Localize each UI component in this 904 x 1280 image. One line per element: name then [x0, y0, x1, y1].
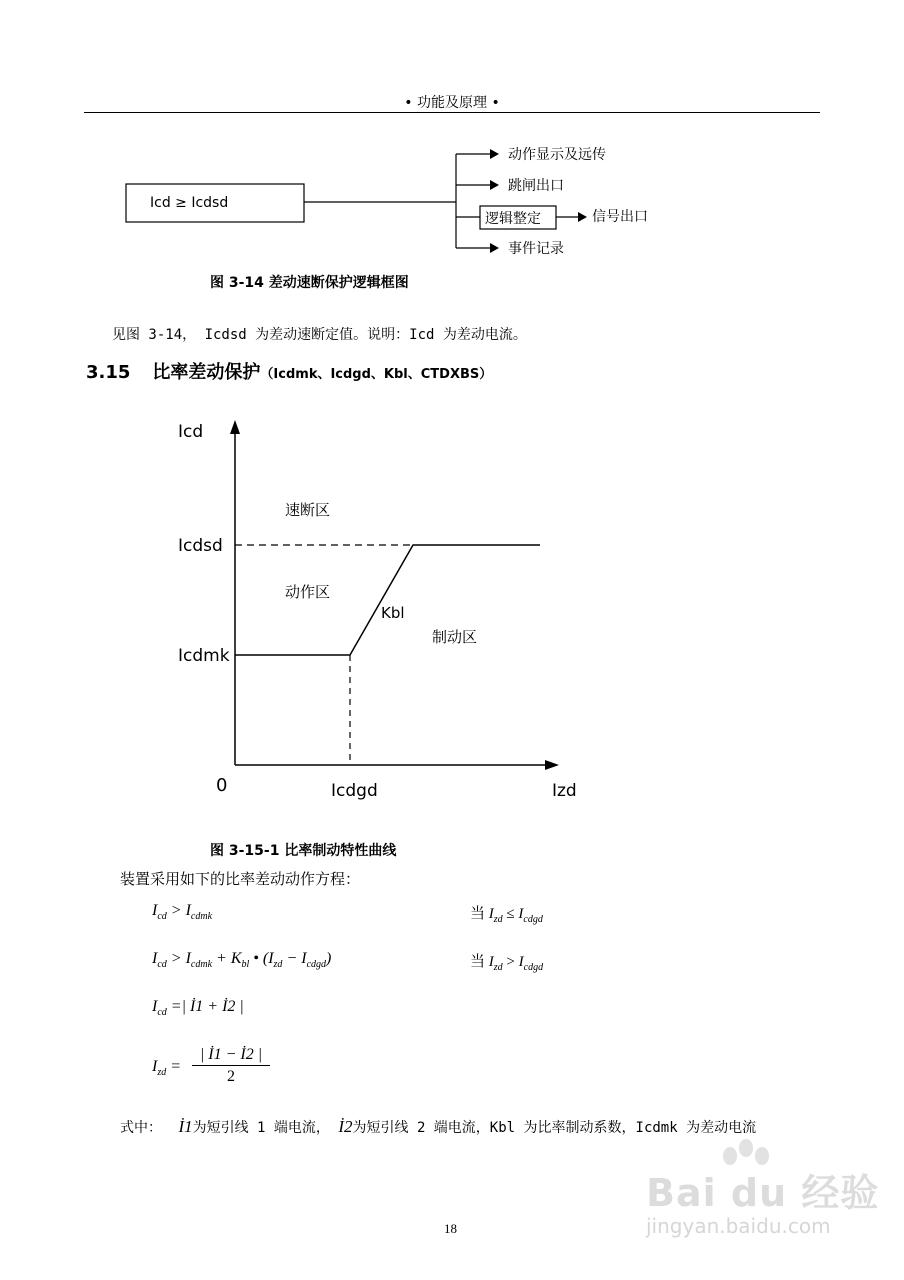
equation-4-denominator: 2: [227, 1068, 235, 1085]
condition-word: 当: [470, 906, 486, 922]
condition-text: Icd ≥ Icdsd: [150, 195, 229, 211]
arrow-icon: [490, 149, 499, 159]
zone-operate: 动作区: [285, 583, 331, 601]
y-axis-label: Icd: [178, 422, 204, 442]
equation-3: $I_{cd}$ =| İ1 + İ2 |: [152, 998, 244, 1019]
section-params: （Icdmk、Icdgd、Kbl、CTDXBS）: [260, 367, 493, 382]
section-heading: [86, 358, 492, 384]
equation-4-lhs: $I_{zd}$ =: [152, 1058, 182, 1079]
x-axis-arrow-icon: [545, 760, 559, 770]
y-mark-icdmk: Icdmk: [178, 646, 230, 666]
arrow-icon: [490, 180, 499, 190]
output-event: 事件记录: [508, 241, 564, 257]
equation-2-condition: 当 $I_{zd} > I_{cdgd}$: [470, 954, 544, 973]
page-number: 18: [444, 1221, 457, 1236]
arrow-icon: [490, 243, 499, 253]
equation-1-condition: 当 $I_{zd} \le I_{cdgd}$: [470, 906, 543, 925]
characteristic-line: [235, 545, 540, 655]
zone-restrain: 制动区: [432, 628, 478, 646]
logic-diagram: [0, 130, 904, 270]
figure-caption-3-15-1: 图 3-15-1 比率制动特性曲线: [210, 843, 397, 859]
explanation-i1: 为短引线 1 端电流，: [192, 1120, 330, 1136]
y-mark-icdsd: Icdsd: [178, 536, 223, 556]
output-signal: 信号出口: [592, 209, 648, 225]
i2-symbol: İ2: [338, 1117, 353, 1136]
watermark-logo: Bai du 经验: [646, 1171, 880, 1215]
explanation-prefix: 式中：: [120, 1120, 162, 1136]
equation-2: $I_{cd} > I_{cdmk} + K_{bl}$ • $(I_{zd} - I_{cdgd})$: [152, 950, 332, 971]
equations-intro: 装置采用如下的比率差动动作方程：: [120, 870, 361, 888]
explanation-line: [120, 1117, 756, 1137]
output-display: 动作显示及远传: [508, 147, 606, 163]
paragraph-3-14: 见图 3-14， Icdsd 为差动速断定值。说明：Icd 为差动电流。: [112, 327, 527, 343]
section-number: 3.15: [86, 362, 131, 383]
section-title: 比率差动保护: [152, 362, 261, 383]
condition-word: 当: [470, 954, 486, 970]
restraint-characteristic-curve: [0, 400, 904, 820]
slope-label: Kbl: [381, 604, 405, 622]
equation-4-numerator: | İ1 − İ2 |: [192, 1046, 270, 1066]
i1-symbol: İ1: [178, 1117, 193, 1136]
x-mark-icdgd: Icdgd: [331, 781, 378, 801]
arrow-icon: [578, 212, 587, 222]
y-axis-arrow-icon: [230, 420, 240, 434]
paw-icon: [716, 1138, 776, 1178]
x-axis-label: Izd: [552, 781, 577, 801]
explanation-i2: 为短引线 2 端电流，Kbl 为比率制动系数，Icdmk 为差动电流: [352, 1120, 757, 1136]
output-trip: 跳闸出口: [508, 178, 564, 194]
header-rule: [84, 112, 820, 113]
zone-quick: 速断区: [285, 501, 331, 519]
output-logic: 逻辑整定: [485, 211, 541, 227]
equation-4-fraction: [192, 1046, 270, 1086]
figure-caption-3-14: 图 3-14 差动速断保护逻辑框图: [210, 275, 409, 291]
watermark-url: jingyan.baidu.com: [646, 1214, 831, 1238]
origin-label: 0: [216, 775, 228, 796]
equation-1: $I_{cd} > I_{cdmk}$: [152, 902, 213, 923]
running-header: • 功能及原理 •: [404, 95, 500, 111]
